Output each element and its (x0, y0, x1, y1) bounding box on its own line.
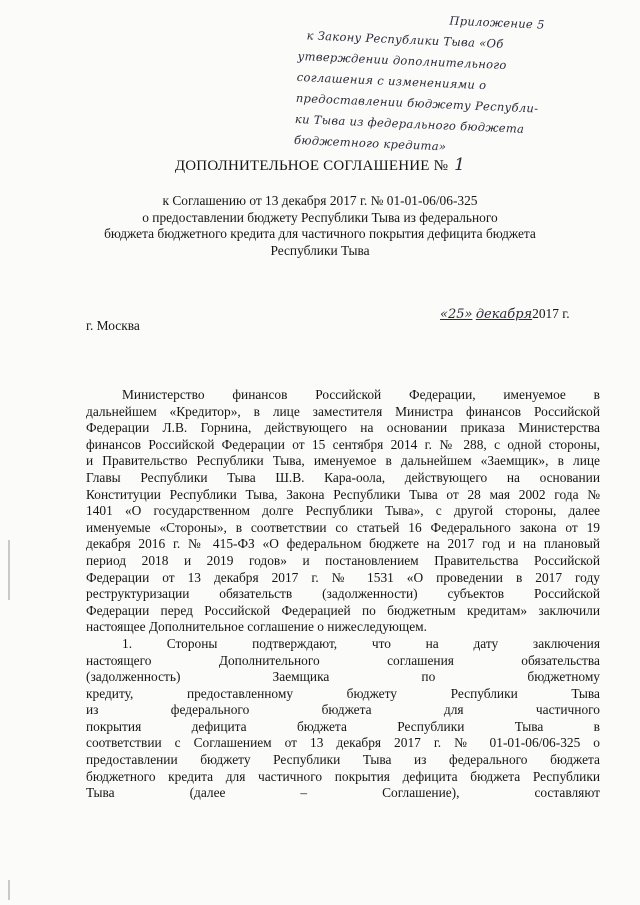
scan-edge-mark (8, 880, 10, 900)
handwritten-line: соглашения с изменениями о (296, 69, 487, 93)
document-body (86, 387, 600, 802)
body-line: Федерации от 13 декабря 2017 г. № 1531 «О проведении в 2017 году (86, 569, 600, 585)
body-line: 1. Стороны подтверждают, что на дату заключения (122, 635, 600, 651)
subtitle-line: о предоставлении бюджету Республики Тыва из федерального (142, 209, 498, 225)
body-line: (задолженность) Заемщика по бюджетному (86, 669, 600, 685)
subtitle-line: Республики Тыва (270, 242, 370, 258)
handwritten-line: к Закону Республики Тыва «Об (306, 28, 504, 51)
document-subtitle (60, 193, 580, 259)
date-year: 2017 г. (532, 306, 570, 321)
subtitle-line: бюджета бюджетного кредита для частичного покрытия дефицита бюджета (104, 226, 536, 241)
city-label: г. Москва (86, 318, 140, 333)
handwritten-number: 1 (454, 155, 466, 175)
scan-edge-mark (8, 540, 10, 600)
body-line: Федерации Л.В. Горнина, действующего на основании приказа Министерства (86, 420, 600, 436)
handwritten-line: Приложение 5 (449, 13, 545, 32)
body-line: дальнейшем «Кредитор», в лице заместителя Министра финансов Российской (86, 403, 600, 419)
body-line: кредиту, предоставленному бюджету Республики Тыва (86, 685, 600, 701)
body-line: Федерации перед Российской Федерацией по бюджетным кредитам» заключили (86, 602, 600, 618)
handwritten-line: предоставлении бюджету Республи- (295, 90, 539, 116)
body-line: настоящее Дополнительное соглашение о нижеследующем. (86, 619, 427, 635)
handwritten-line: ки Тыва из федерального бюджета (294, 111, 525, 136)
date-month: декабря (475, 307, 533, 322)
body-line: именуемые «Стороны», в соответствии со статьей 16 Федерального закона от 19 (86, 519, 600, 535)
body-line: Тыва (далее – Соглашение), составляют (86, 785, 600, 801)
handwritten-annotation (294, 4, 630, 165)
body-line: соответствии с Соглашением от 13 декабря 2017 г. № 01-01-06/06-325 о (86, 735, 600, 751)
date-day: «25» (440, 307, 473, 322)
body-line: настоящего Дополнительного соглашения обязательства (86, 652, 600, 668)
body-line: период 2018 и 2019 годов» и постановлением Правительства Российской (86, 552, 600, 568)
document-title (0, 155, 640, 175)
body-line: предоставлении бюджету Республики Тыва из федерального бюджета (86, 752, 600, 768)
body-line: из федерального бюджета для частичного (86, 702, 600, 718)
document-date (440, 306, 570, 322)
body-line: Министерство финансов Российской Федерации, именуемое в (122, 387, 600, 402)
handwritten-line: утверждении дополнительного (297, 48, 507, 73)
body-line: Главы Республики Тыва Ш.В. Кара-оола, действующего на основании (86, 469, 600, 485)
body-line: бюджетного кредита для частичного покрытия дефицита бюджета Республики (86, 768, 600, 784)
body-line: финансов Российской Федерации от 15 сентября 2014 г. № 288, с одной стороны, (86, 436, 600, 452)
body-line: реструктуризации обязательств (задолженности) субъектов Российской (86, 586, 600, 602)
body-line: и Правительство Республики Тыва, именуемое в дальнейшем «Заемщик», в лице (86, 453, 600, 469)
body-line: декабря 2016 г. № 415-ФЗ «О федеральном бюджете на 2017 год и на плановый (86, 536, 600, 552)
subtitle-line: к Соглашению от 13 декабря 2017 г. № 01-01-06/06-325 (162, 193, 478, 208)
body-line: Конституции Республики Тыва, Закона Республики Тыва от 28 мая 2002 года № (86, 486, 600, 502)
document-title-text: ДОПОЛНИТЕЛЬНОЕ СОГЛАШЕНИЕ № (174, 158, 449, 174)
body-line: 1401 «О государственном долге Республики Тыва», с другой стороны, далее (86, 503, 600, 519)
body-line: покрытия дефицита бюджета Республики Тыва в (86, 718, 600, 734)
handwritten-line: бюджетного кредита» (293, 132, 447, 154)
